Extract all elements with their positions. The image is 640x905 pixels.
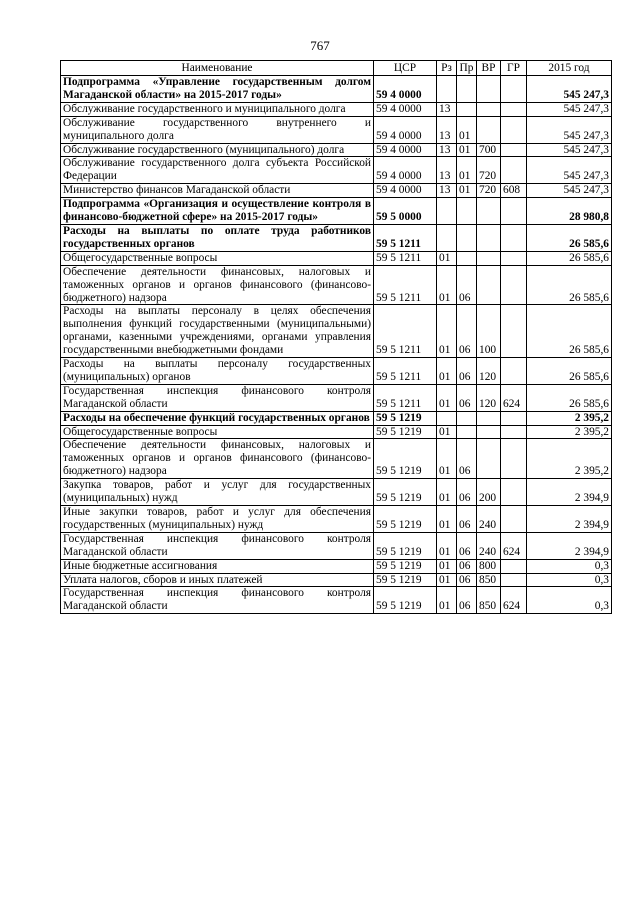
row-rz: 01 (437, 305, 457, 358)
row-gr (501, 411, 527, 425)
row-name: Общегосударственные вопросы (61, 425, 374, 439)
row-name: Иные бюджетные ассигнования (61, 559, 374, 573)
row-gr (501, 143, 527, 157)
row-vr (477, 116, 501, 143)
row-amount: 2 395,2 (527, 439, 612, 479)
table-row (61, 76, 612, 103)
row-csr: 59 5 1211 (374, 251, 437, 265)
header-csr: ЦСР (374, 61, 437, 76)
row-csr: 59 5 1211 (374, 265, 437, 305)
row-csr: 59 5 1219 (374, 559, 437, 573)
row-rz (437, 76, 457, 103)
row-name: Обслуживание государственного внутреннего и муниципального долга (61, 116, 374, 143)
row-rz (437, 224, 457, 251)
row-amount: 26 585,6 (527, 251, 612, 265)
row-name: Обслуживание государственного (муниципального) долга (61, 143, 374, 157)
row-rz (437, 198, 457, 225)
row-amount: 2 394,9 (527, 506, 612, 533)
row-vr: 240 (477, 506, 501, 533)
row-gr (501, 559, 527, 573)
row-vr (477, 198, 501, 225)
table-row (61, 384, 612, 411)
table-row (61, 587, 612, 614)
table-row (61, 143, 612, 157)
row-csr: 59 4 0000 (374, 184, 437, 198)
row-name: Иные закупки товаров, работ и услуг для обеспечения государственных (муниципальных) нужд (61, 506, 374, 533)
table-row (61, 305, 612, 358)
header-year: 2015 год (527, 61, 612, 76)
row-gr (501, 439, 527, 479)
row-pr: 06 (457, 358, 477, 385)
table-row (61, 425, 612, 439)
row-vr (477, 439, 501, 479)
table-row (61, 506, 612, 533)
row-csr: 59 5 1219 (374, 439, 437, 479)
row-csr: 59 5 1219 (374, 411, 437, 425)
row-pr: 06 (457, 587, 477, 614)
table-row (61, 157, 612, 184)
row-pr: 06 (457, 384, 477, 411)
table-row (61, 573, 612, 587)
row-name: Государственная инспекция финансового контроля Магаданской области (61, 384, 374, 411)
row-gr (501, 116, 527, 143)
row-rz: 01 (437, 506, 457, 533)
row-vr: 850 (477, 587, 501, 614)
row-gr (501, 479, 527, 506)
row-rz: 13 (437, 157, 457, 184)
row-vr: 240 (477, 532, 501, 559)
row-rz: 01 (437, 358, 457, 385)
row-name: Подпрограмма «Организация и осуществление контроля в финансово-бюджетной сфере» на 2015-2017 годы» (61, 198, 374, 225)
row-amount: 2 394,9 (527, 479, 612, 506)
row-csr: 59 5 1219 (374, 506, 437, 533)
row-gr (501, 265, 527, 305)
table-row (61, 439, 612, 479)
row-csr: 59 5 1219 (374, 425, 437, 439)
row-name: Расходы на обеспечение функций государственных органов (61, 411, 374, 425)
row-csr: 59 5 1211 (374, 384, 437, 411)
row-gr (501, 425, 527, 439)
row-gr (501, 198, 527, 225)
row-name: Обеспечение деятельности финансовых, налоговых и таможенных органов и органов финансового (финансово-бюджетного) надзора (61, 439, 374, 479)
row-gr (501, 102, 527, 116)
row-pr: 01 (457, 184, 477, 198)
row-rz: 13 (437, 184, 457, 198)
row-name: Закупка товаров, работ и услуг для государственных (муниципальных) нужд (61, 479, 374, 506)
row-pr: 06 (457, 559, 477, 573)
row-name: Обслуживание государственного долга субъекта Российской Федерации (61, 157, 374, 184)
row-name: Подпрограмма «Управление государственным долгом Магаданской области» на 2015-2017 годы» (61, 76, 374, 103)
row-pr: 06 (457, 506, 477, 533)
table-row (61, 224, 612, 251)
row-rz: 13 (437, 143, 457, 157)
row-pr (457, 198, 477, 225)
row-amount: 26 585,6 (527, 358, 612, 385)
row-amount: 2 395,2 (527, 411, 612, 425)
row-name: Государственная инспекция финансового контроля Магаданской области (61, 587, 374, 614)
row-gr (501, 358, 527, 385)
row-amount: 0,3 (527, 573, 612, 587)
table-header-row (61, 61, 612, 76)
row-csr: 59 4 0000 (374, 143, 437, 157)
row-name: Общегосударственные вопросы (61, 251, 374, 265)
header-name: Наименование (61, 61, 374, 76)
row-csr: 59 4 0000 (374, 116, 437, 143)
row-vr (477, 425, 501, 439)
row-rz: 01 (437, 479, 457, 506)
row-pr: 01 (457, 116, 477, 143)
row-vr: 120 (477, 384, 501, 411)
row-vr: 800 (477, 559, 501, 573)
row-rz: 13 (437, 102, 457, 116)
table-row (61, 251, 612, 265)
row-gr: 608 (501, 184, 527, 198)
row-amount: 2 395,2 (527, 425, 612, 439)
row-gr (501, 76, 527, 103)
row-gr (501, 573, 527, 587)
row-csr: 59 5 1211 (374, 305, 437, 358)
table-body (61, 76, 612, 614)
row-name: Обслуживание государственного и муниципального долга (61, 102, 374, 116)
table-row (61, 559, 612, 573)
row-rz: 01 (437, 573, 457, 587)
budget-table (60, 60, 612, 614)
row-name: Обеспечение деятельности финансовых, налоговых и таможенных органов и органов финансового (финансово-бюджетного) надзора (61, 265, 374, 305)
row-pr: 06 (457, 439, 477, 479)
row-csr: 59 5 1219 (374, 532, 437, 559)
row-vr: 200 (477, 479, 501, 506)
row-csr: 59 5 1211 (374, 224, 437, 251)
row-amount: 545 247,3 (527, 76, 612, 103)
row-pr (457, 251, 477, 265)
row-vr (477, 265, 501, 305)
row-gr (501, 157, 527, 184)
table-row (61, 358, 612, 385)
row-rz: 01 (437, 532, 457, 559)
row-vr: 700 (477, 143, 501, 157)
row-pr (457, 425, 477, 439)
row-rz: 01 (437, 251, 457, 265)
row-gr (501, 251, 527, 265)
row-pr (457, 102, 477, 116)
table-row (61, 411, 612, 425)
row-pr (457, 76, 477, 103)
page-number: 767 (310, 38, 330, 53)
table-row (61, 265, 612, 305)
row-amount: 545 247,3 (527, 116, 612, 143)
row-rz: 01 (437, 384, 457, 411)
row-csr: 59 5 0000 (374, 198, 437, 225)
row-csr: 59 4 0000 (374, 76, 437, 103)
row-vr: 850 (477, 573, 501, 587)
table-row (61, 102, 612, 116)
row-pr: 06 (457, 532, 477, 559)
row-amount: 545 247,3 (527, 157, 612, 184)
row-csr: 59 5 1219 (374, 573, 437, 587)
header-gr: ГР (501, 61, 527, 76)
row-gr (501, 305, 527, 358)
table-row (61, 184, 612, 198)
header-rz: Рз (437, 61, 457, 76)
row-vr: 720 (477, 157, 501, 184)
row-gr: 624 (501, 384, 527, 411)
row-name: Министерство финансов Магаданской области (61, 184, 374, 198)
row-amount: 545 247,3 (527, 184, 612, 198)
row-vr (477, 76, 501, 103)
row-vr: 120 (477, 358, 501, 385)
row-amount: 26 585,6 (527, 384, 612, 411)
row-pr (457, 411, 477, 425)
row-pr: 06 (457, 479, 477, 506)
table-row (61, 116, 612, 143)
row-vr (477, 224, 501, 251)
row-gr: 624 (501, 532, 527, 559)
row-vr (477, 251, 501, 265)
row-pr: 06 (457, 305, 477, 358)
row-rz: 13 (437, 116, 457, 143)
row-name: Государственная инспекция финансового контроля Магаданской области (61, 532, 374, 559)
row-name: Расходы на выплаты по оплате труда работников государственных органов (61, 224, 374, 251)
row-amount: 2 394,9 (527, 532, 612, 559)
row-rz: 01 (437, 265, 457, 305)
row-amount: 26 585,6 (527, 265, 612, 305)
row-rz: 01 (437, 439, 457, 479)
row-amount: 26 585,6 (527, 224, 612, 251)
row-csr: 59 5 1211 (374, 358, 437, 385)
table-row (61, 479, 612, 506)
row-amount: 545 247,3 (527, 143, 612, 157)
row-rz: 01 (437, 587, 457, 614)
header-pr: Пр (457, 61, 477, 76)
row-amount: 0,3 (527, 587, 612, 614)
row-name: Уплата налогов, сборов и иных платежей (61, 573, 374, 587)
row-vr (477, 411, 501, 425)
row-csr: 59 5 1219 (374, 479, 437, 506)
table-row (61, 198, 612, 225)
row-vr (477, 102, 501, 116)
row-rz (437, 411, 457, 425)
row-gr: 624 (501, 587, 527, 614)
row-pr: 06 (457, 265, 477, 305)
row-csr: 59 4 0000 (374, 157, 437, 184)
row-amount: 545 247,3 (527, 102, 612, 116)
row-amount: 28 980,8 (527, 198, 612, 225)
row-vr: 720 (477, 184, 501, 198)
row-rz: 01 (437, 559, 457, 573)
row-amount: 0,3 (527, 559, 612, 573)
row-pr (457, 224, 477, 251)
row-amount: 26 585,6 (527, 305, 612, 358)
row-rz: 01 (437, 425, 457, 439)
row-gr (501, 224, 527, 251)
row-csr: 59 5 1219 (374, 587, 437, 614)
row-pr: 01 (457, 157, 477, 184)
table-row (61, 532, 612, 559)
row-name: Расходы на выплаты персоналу в целях обеспечения выполнения функций государственными (муниципальными) органами, казенными учреждениями, органами управления государственными внебюджетными фондами (61, 305, 374, 358)
row-csr: 59 4 0000 (374, 102, 437, 116)
row-gr (501, 506, 527, 533)
row-pr: 06 (457, 573, 477, 587)
row-pr: 01 (457, 143, 477, 157)
row-name: Расходы на выплаты персоналу государственных (муниципальных) органов (61, 358, 374, 385)
header-vr: ВР (477, 61, 501, 76)
row-vr: 100 (477, 305, 501, 358)
